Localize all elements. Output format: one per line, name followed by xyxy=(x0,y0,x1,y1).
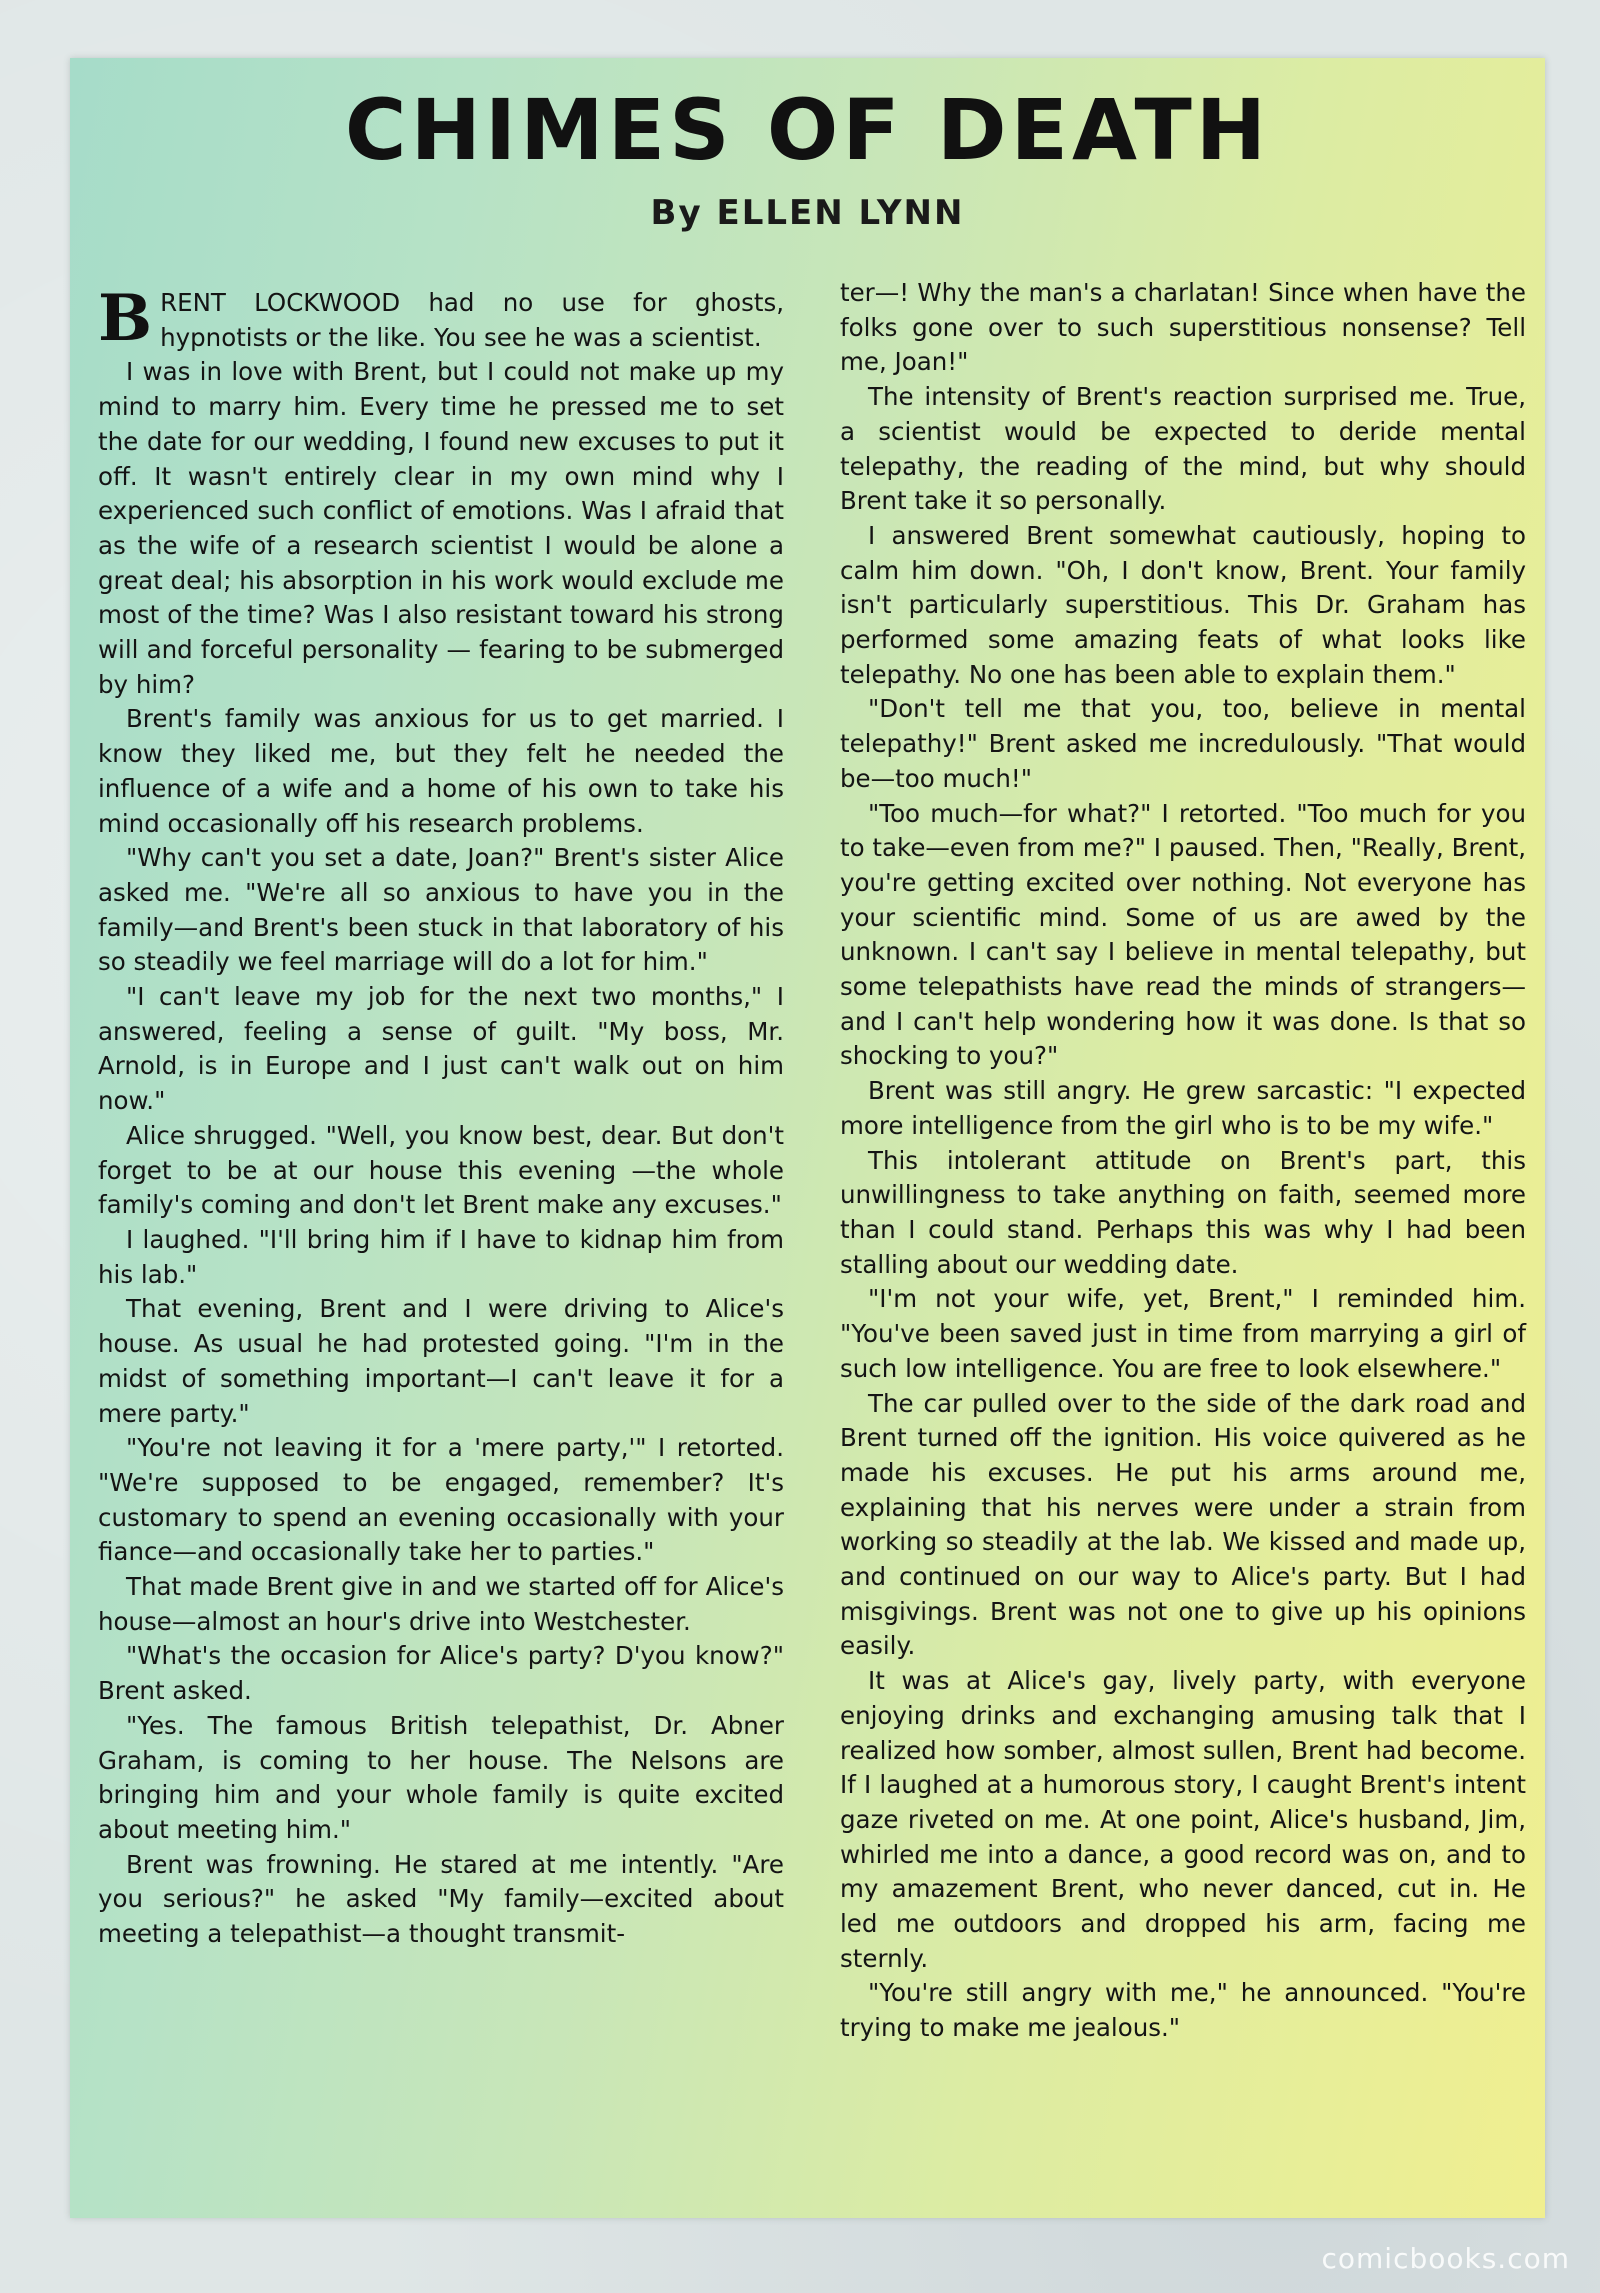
paragraph: The intensity of Brent's reaction surprised me. True, a scientist would be expected to deride mental telepathy, the reading of the mind, but why should Brent take it so personally. xyxy=(840,382,1526,516)
paragraph: That made Brent give in and we started off for Alice's house—almost an hour's drive into Westchester. xyxy=(98,1572,784,1636)
paragraph: It was at Alice's gay, lively party, with everyone enjoying drinks and exchanging amusing talk that I realized how somber, almost sullen, Brent had become. If I laughed at a humorous story, I caught Brent's intent gaze riveted on me. At one point, Alice's husband, Jim, whirled me into a dance, a good record was on, and to my amazement Brent, who never danced, cut in. He led me outdoors and dropped his arm, facing me sternly. xyxy=(840,1666,1526,1973)
paragraph: "I can't leave my job for the next two months," I answered, feeling a sense of guilt. "My boss, Mr. Arnold, is in Europe and I just can't walk out on him now." xyxy=(98,982,784,1116)
paragraph: "Don't tell me that you, too, believe in mental telepathy!" Brent asked me incredulously. "That would be—too much!" xyxy=(840,694,1526,793)
paragraph: I was in love with Brent, but I could not make up my mind to marry him. Every time he pressed me to set the date for our wedding, I found new excuses to put it off. It wasn't entirely clear in my own mind why I experienced such conflict of emotions. Was I afraid that as the wife of a research scientist I would be alone a great deal; his absorption in his work would exclude me most of the time? Was I also resistant toward his strong will and forceful personality — fearing to be submerged by him? xyxy=(98,357,784,699)
paragraph: "What's the occasion for Alice's party? D'you know?" Brent asked. xyxy=(98,1641,784,1706)
paragraph: I answered Brent somewhat cautiously, hoping to calm him down. "Oh, I don't know, Brent. Your family isn't particularly superstitious. This Dr. Graham has performed some amazing feats of what looks like telepathy. No one has been able to explain them." xyxy=(840,520,1526,689)
opening-paragraph xyxy=(98,281,784,356)
paragraph: Brent's family was anxious for us to get married. I know they liked me, but they felt he needed the influence of a wife and a home of his own to take his mind occasionally off his research problems. xyxy=(98,704,784,838)
opening-paragraph-text: RENT LOCKWOOD had no use for ghosts, hypnotists or the like. You see he was a scientist. xyxy=(160,288,784,352)
paragraph: "Why can't you set a date, Joan?" Brent's sister Alice asked me. "We're all so anxious to have you in the family—and Brent's been stuck in that laboratory of his so steadily we feel marriage will do a lot for him." xyxy=(98,843,784,977)
paragraph: "You're still angry with me," he announced. "You're trying to make me jealous." xyxy=(840,1978,1526,2043)
paragraph: The car pulled over to the side of the dark road and Brent turned off the ignition. His voice quivered as he made his excuses. He put his arms around me, explaining that his nerves were under a strain from working so steadily at the lab. We kissed and made up, and continued on our way to Alice's party. But I had misgivings. Brent was not one to give up his opinions easily. xyxy=(840,1388,1526,1661)
paragraph: "Too much—for what?" I retorted. "Too much for you to take—even from me?" I paused. Then, "Really, Brent, you're getting excited over nothing. Not everyone has your scientific mind. Some of us are awed by the unknown. I can't say I believe in mental telepathy, but some telepathists have read the minds of strangers—and I can't help wondering how it was done. Is that so shocking to you?" xyxy=(840,798,1526,1071)
site-watermark: comicbooks.com xyxy=(1321,2242,1570,2275)
paragraph: "Yes. The famous British telepathist, Dr. Abner Graham, is coming to her house. The Nelsons are bringing him and your whole family is quite excited about meeting him." xyxy=(98,1710,784,1844)
paragraph: This intolerant attitude on Brent's part, this unwillingness to take anything on faith, seemed more than I could stand. Perhaps this was why I had been stalling about our wedding date. xyxy=(840,1145,1526,1279)
story-title: CHIMES OF DEATH xyxy=(344,81,1271,179)
paragraph: I laughed. "I'll bring him if I have to kidnap him from his lab." xyxy=(98,1224,784,1289)
paragraph: Brent was still angry. He grew sarcastic: "I expected more intelligence from the girl who is to be my wife." xyxy=(840,1076,1526,1140)
paragraph: Brent was frowning. He stared at me intently. "Are you serious?" he asked "My family—excited about meeting a telepathist—a thought transmit- xyxy=(98,1849,784,1949)
drop-cap: B xyxy=(98,281,153,356)
continued-paragraph: ter—! Why the man's a charlatan! Since when have the folks gone over to such superstitious nonsense? Tell me, Joan!" xyxy=(840,278,1526,377)
right-column xyxy=(840,276,1526,2046)
paragraph: "You're not leaving it for a 'mere party,'" I retorted. "We're supposed to be engaged, remember? It's customary to spend an evening occasionally with your fiance—and occasionally take her to parties." xyxy=(98,1433,784,1567)
left-column xyxy=(98,281,784,1952)
story-byline: By ELLEN LYNN xyxy=(650,193,965,233)
story-panel xyxy=(70,58,1545,2218)
paragraph: That evening, Brent and I were driving to Alice's house. As usual he had protested going. "I'm in the midst of something important—I can't leave it for a mere party." xyxy=(98,1294,784,1428)
paragraph: "I'm not your wife, yet, Brent," I reminded him. "You've been saved just in time from marrying a girl of such low intelligence. You are free to look elsewhere." xyxy=(840,1284,1526,1383)
paragraph: Alice shrugged. "Well, you know best, dear. But don't forget to be at our house this evening —the whole family's coming and don't let Brent make any excuses." xyxy=(98,1120,784,1220)
